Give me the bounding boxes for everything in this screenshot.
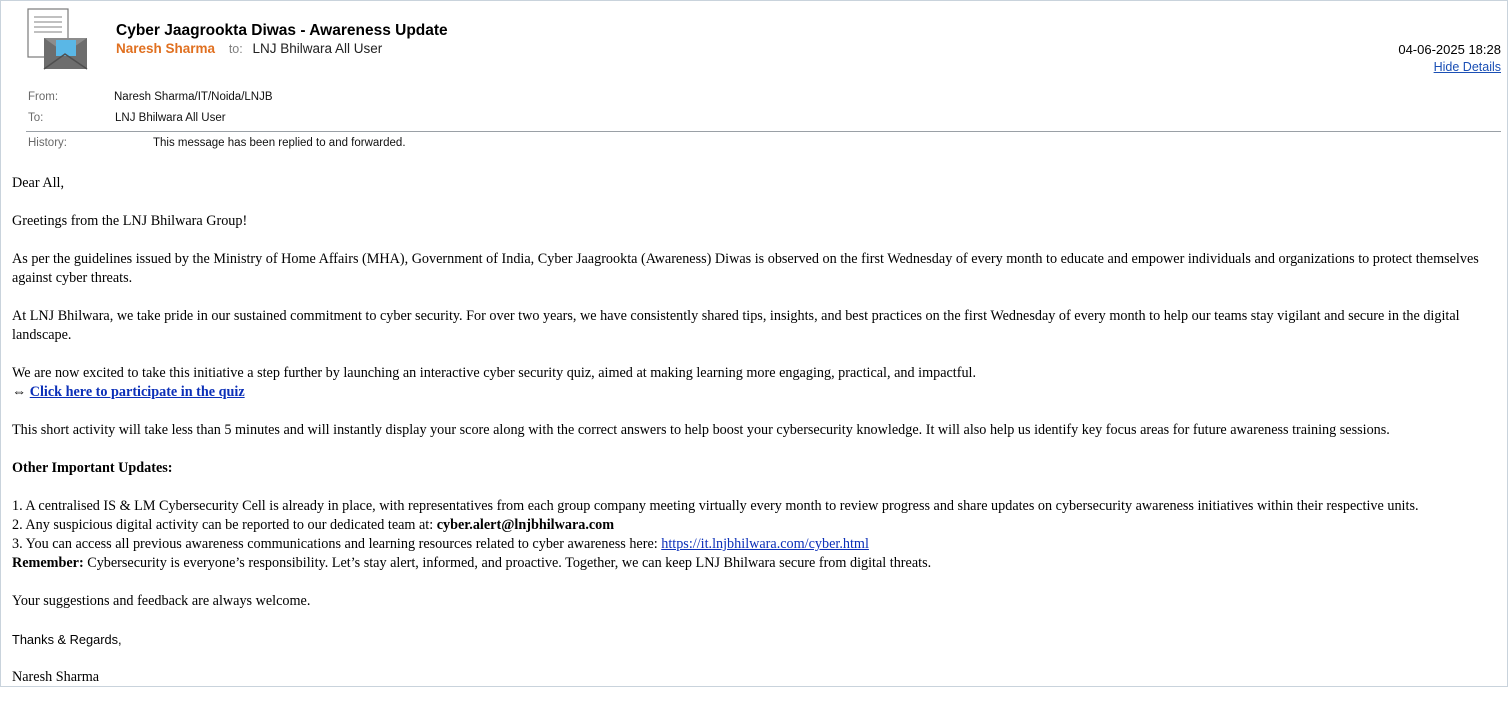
update-item-3-text: 3. You can access all previous awareness communications and learning resources related to cyber awareness here: xyxy=(12,536,662,552)
closing-line: Thanks & Regards, xyxy=(12,632,122,647)
greeting: Dear All, xyxy=(12,175,65,191)
quiz-link[interactable]: Click here to participate in the quiz xyxy=(29,384,245,400)
remember-label: Remember: xyxy=(12,555,84,571)
cyber-resources-link[interactable]: https://it.lnjbhilwara.com/cyber.html xyxy=(661,536,869,552)
history-value: This message has been replied to and forwarded. xyxy=(153,137,406,149)
history-label: History: xyxy=(28,137,67,149)
update-item-2 xyxy=(12,516,1506,535)
message-body xyxy=(12,174,1506,706)
updates-heading: Other Important Updates: xyxy=(12,460,173,476)
email-date: 04-06-2025 18:28 xyxy=(1398,42,1501,57)
to-details-value[interactable]: LNJ Bhilwara All User xyxy=(115,112,226,124)
sender-name[interactable]: Naresh Sharma xyxy=(116,41,216,56)
email-subject: Cyber Jaagrookta Diwas - Awareness Update xyxy=(116,22,448,39)
hide-details-link[interactable]: Hide Details xyxy=(1433,60,1501,74)
intro-line: Greetings from the LNJ Bhilwara Group! xyxy=(12,213,248,229)
paragraph-quiz-intro: We are now excited to take this initiative a step further by launching an interactive cyber security quiz, aimed at making learning more engaging, practical, and impactful. xyxy=(12,365,977,381)
signature-name: Naresh Sharma xyxy=(12,669,100,685)
to-recipients[interactable]: LNJ Bhilwara All User xyxy=(252,41,383,56)
header-divider xyxy=(26,131,1501,132)
to-label: to: xyxy=(228,42,243,56)
update-item-3 xyxy=(12,535,1506,554)
from-value[interactable]: Naresh Sharma/IT/Noida/LNJB xyxy=(114,91,273,103)
alert-email: cyber.alert@lnjbhilwara.com xyxy=(436,517,615,533)
remember-text: Cybersecurity is everyone’s responsibility. Let’s stay alert, informed, and proactive. Together, we can keep LNJ Bhilwara secure from digital threats. xyxy=(83,555,932,571)
quiz-link-line xyxy=(12,383,1506,402)
link-icon: ⇔ xyxy=(12,384,27,400)
from-label: From: xyxy=(28,91,59,103)
update-item-1: 1. A centralised IS & LM Cybersecurity Cell is already in place, with representatives from each group company meeting virtually every month to review progress and share updates on cybersecurity awareness initiatives within their respective units. xyxy=(12,498,1419,514)
sender-line xyxy=(116,41,382,56)
update-item-2-text: 2. Any suspicious digital activity can be reported to our dedicated team at: xyxy=(12,517,437,533)
paragraph-mha: As per the guidelines issued by the Ministry of Home Affairs (MHA), Government of India, Cyber Jaagrookta (Awareness) Diwas is observed on the first Wednesday of every month to educate and empower individuals and organizations to protect themselves against cyber threats. xyxy=(12,251,1479,286)
paragraph-quiz-details: This short activity will take less than 5 minutes and will instantly display your score along with the correct answers to help boost your cybersecurity knowledge. It will also help us identify key focus areas for future awareness training sessions. xyxy=(12,422,1390,438)
remember-line xyxy=(12,554,1506,573)
to-details-label: To: xyxy=(28,112,44,124)
paragraph-commitment: At LNJ Bhilwara, we take pride in our sustained commitment to cyber security. For over two years, we have consistently shared tips, insights, and best practices on the first Wednesday of every month to help our teams stay vigilant and secure in the digital landscape. xyxy=(12,308,1460,343)
feedback-line: Your suggestions and feedback are always welcome. xyxy=(12,593,311,609)
envelope-document-icon xyxy=(26,8,88,70)
